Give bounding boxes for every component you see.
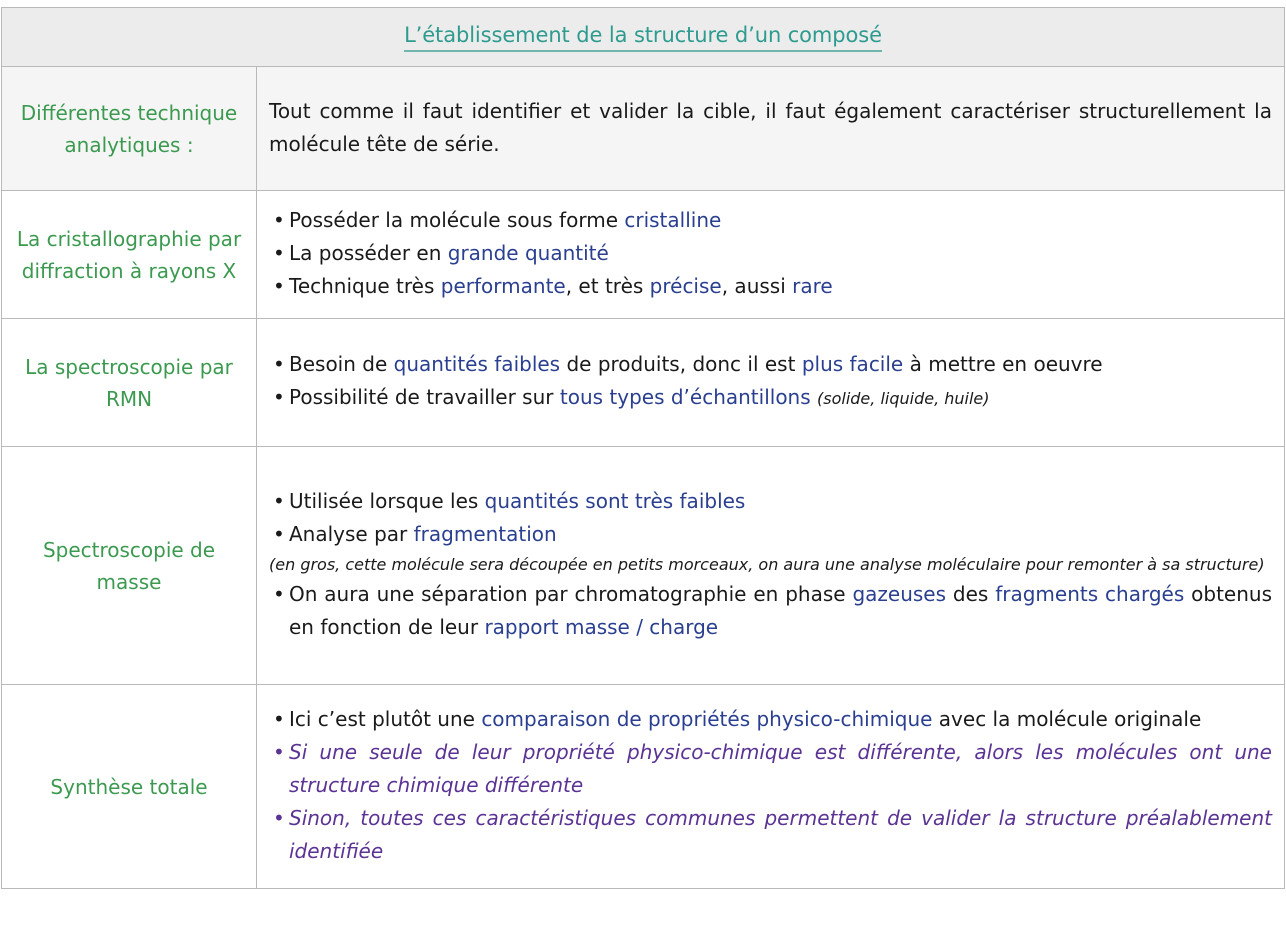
row-content-rmn (257, 319, 1285, 447)
list-item: • Analyse par fragmentation (269, 518, 1272, 551)
bullet-list (269, 204, 1272, 303)
row-content-synthese (257, 685, 1285, 889)
row-label-techniques: Différentes technique analytiques : (2, 67, 257, 191)
list-item: • Besoin de quantités faibles de produits, donc il est plus facile à mettre en oeuvre (269, 348, 1272, 381)
page-title: L’établissement de la structure d’un composé (404, 23, 882, 52)
list-item: • Possibilité de travailler sur tous types d’échantillons (solide, liquide, huile) (269, 381, 1272, 415)
list-item: • Si une seule de leur propriété physico-chimique est différente, alors les molécules ont une structure chimique différente (269, 736, 1272, 802)
list-item: • Technique très performante, et très précise, aussi rare (269, 270, 1272, 303)
bullet-list (269, 703, 1272, 868)
structure-table (1, 7, 1285, 889)
row-label-cristallographie: La cristallographie par diffraction à rayons X (2, 191, 257, 319)
row-content-masse (257, 447, 1285, 685)
intro-text: Tout comme il faut identifier et valider la cible, il faut également caractériser structurellement la molécule tête de série. (269, 98, 1272, 156)
table-row (2, 191, 1285, 319)
row-label-rmn: La spectroscopie par RMN (2, 319, 257, 447)
table-row (2, 685, 1285, 889)
bullet-list (269, 348, 1272, 415)
row-content-cristallographie (257, 191, 1285, 319)
list-item: • La posséder en grande quantité (269, 237, 1272, 270)
italic-note: (en gros, cette molécule sera découpée en petits morceaux, on aura une analyse moléculaire pour remonter à sa structure) (269, 555, 1265, 574)
table-row (2, 67, 1285, 191)
list-item: • Posséder la molécule sous forme cristalline (269, 204, 1272, 237)
table-row (2, 319, 1285, 447)
bullet-list (269, 485, 1272, 551)
table-header (2, 8, 1285, 67)
row-content-techniques (257, 67, 1285, 191)
list-item: • On aura une séparation par chromatographie en phase gazeuses des fragments chargés obtenus en fonction de leur rapport masse / charge (269, 578, 1272, 644)
row-label-masse: Spectroscopie de masse (2, 447, 257, 685)
list-item: • Sinon, toutes ces caractéristiques communes permettent de valider la structure préalablement identifiée (269, 802, 1272, 868)
table-row (2, 447, 1285, 685)
list-item: • Ici c’est plutôt une comparaison de propriétés physico-chimique avec la molécule originale (269, 703, 1272, 736)
bullet-list (269, 578, 1272, 644)
list-item: • Utilisée lorsque les quantités sont très faibles (269, 485, 1272, 518)
row-label-synthese: Synthèse totale (2, 685, 257, 889)
